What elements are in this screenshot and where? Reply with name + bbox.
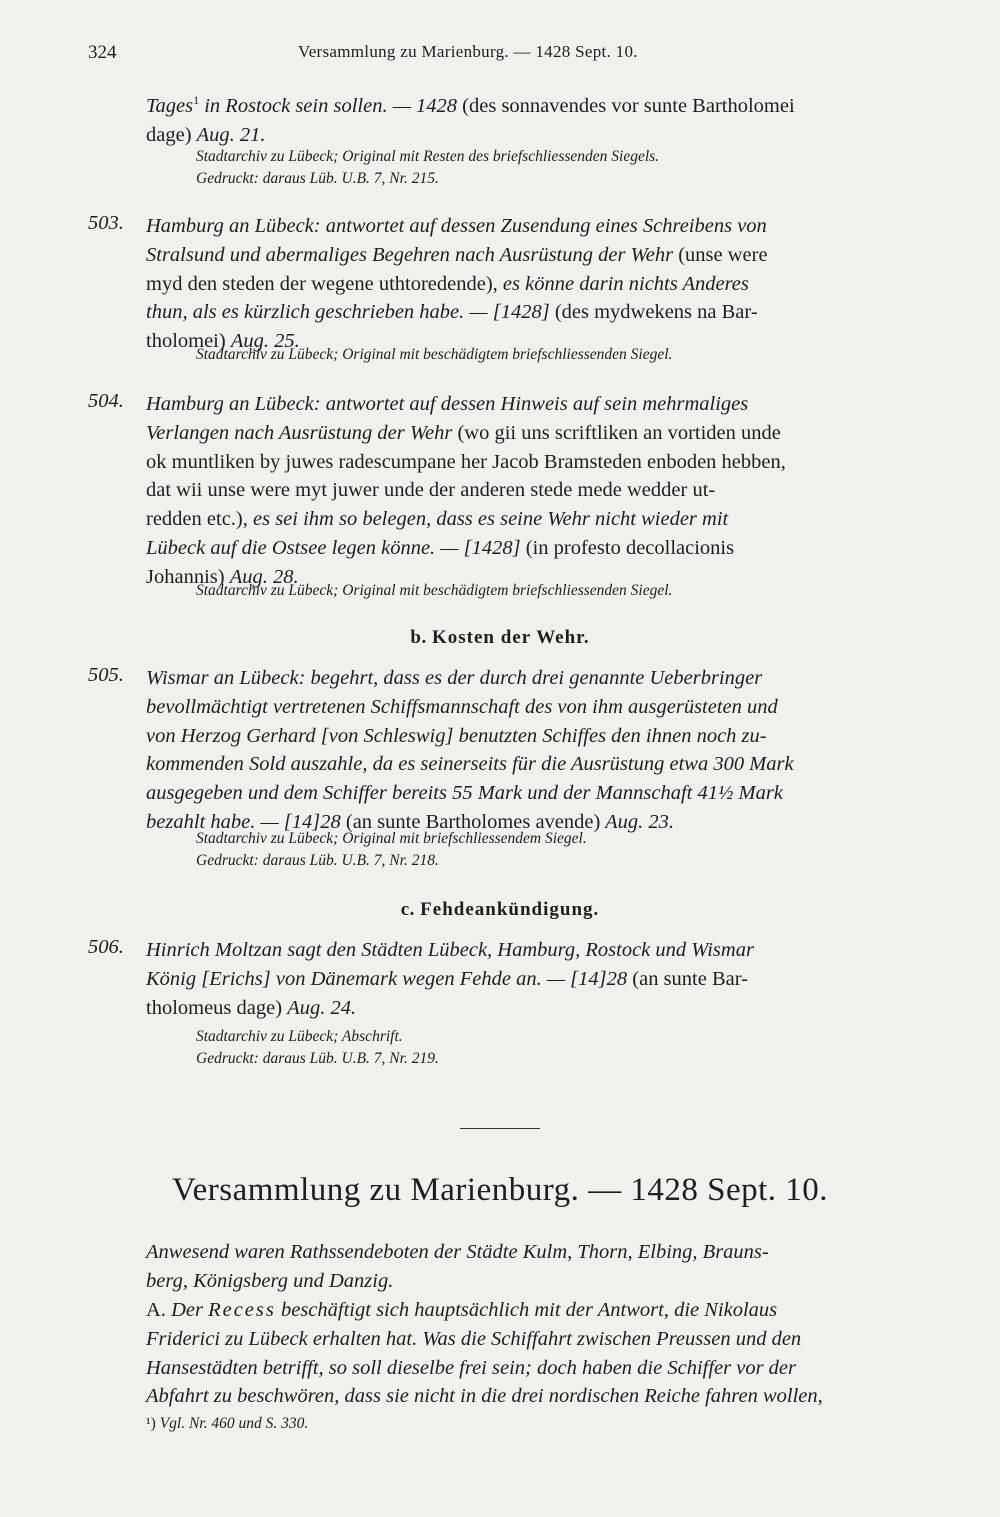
entry-number: 506. <box>88 936 124 958</box>
source-note: Stadtarchiv zu Lübeck; Original mit beschädigtem briefschliessenden Siegel. <box>196 346 673 363</box>
intro-paragraph <box>146 86 894 149</box>
chapter-intro: Anwesend waren Rathssendeboten der Städte Kulm, Thorn, Elbing, Brauns- berg, Königsberg und Danzig. <box>146 1241 769 1292</box>
running-title: Versammlung zu Marienburg. — 1428 Sept. 10. <box>298 42 638 61</box>
entry-505: Wismar an Lübeck: begehrt, dass es der durch drei genannte Ueberbringer bevollmächtigt vertretenen Schiffsmannschaft des von ihm ausgerüsteten und von Herzog Gerhard [von Schleswig] benutzten Schiffes den ihnen noch zu- kommenden Sold auszahle, da es seinerseits für die Ausrüstung etwa 300 Mark ausgegeben und dem Schiffer bereits 55 Mark und der Mannschaft 41½ Mark bezahlt habe. — [14]28 (an sunte Bartholomes avende) Aug. 23. <box>146 667 794 833</box>
running-head <box>88 42 908 74</box>
entry-number: 505. <box>88 664 124 686</box>
source-note: Stadtarchiv zu Lübeck; Abschrift. Gedruckt: daraus Lüb. U.B. 7, Nr. 219. <box>196 1028 439 1067</box>
source-note: Stadtarchiv zu Lübeck; Original mit Resten des briefschliessenden Siegels. Gedruckt: daraus Lüb. U.B. 7, Nr. 215. <box>196 148 660 187</box>
divider <box>460 1128 540 1129</box>
text-line: dage) Aug. 21. <box>146 123 266 146</box>
footnote: ¹) Vgl. Nr. 460 und S. 330. <box>146 1415 309 1432</box>
section-heading: c. Fehdeankündigung. <box>400 899 600 920</box>
text-line: Tages$^1$ in Rostock sein sollen. — 1428 (des sonnavendes vor sunte Bartholomei <box>146 93 795 117</box>
entry-number: 503. <box>88 212 124 234</box>
entry-506: Hinrich Moltzan sagt den Städten Lübeck, Hamburg, Rostock und Wismar König [Erichs] von Dänemark wegen Fehde an. — [14]28 (an sunte Bar- tholomeus dage) Aug. 24. <box>146 939 754 1019</box>
source-note: Stadtarchiv zu Lübeck; Original mit beschädigtem briefschliessenden Siegel. <box>196 582 673 599</box>
entry-504: Hamburg an Lübeck: antwortet auf dessen Hinweis auf sein mehrmaliges Verlangen nach Ausrüstung der Wehr (wo gii uns scriftliken an vortiden unde ok muntliken by juwes radescumpane her Jacob Bramsteden enboden hebben, dat wii unse were myt juwer unde der anderen stede mede wedder ut- redden etc.), es sei ihm so belegen, dass es seine Wehr nicht wieder mit Lübeck auf die Ostsee legen könne. — [1428] (in profesto decollacionis Johannis) Aug. 28. <box>146 393 786 588</box>
chapter-title: Versammlung zu Marienburg. — 1428 Sept. 10. <box>171 1172 829 1208</box>
entry-503: Hamburg an Lübeck: antwortet auf dessen Zusendung eines Schreibens von Stralsund und abermaliges Begehren nach Ausrüstung der Wehr (unse were myd den steden der wegene uthtoredende), es könne darin nichts Anderes thun, als es kürzlich geschrieben habe. — [1428] (des mydwekens na Bar- tholomei) Aug. 25. <box>146 215 768 353</box>
section-heading: b. Kosten der Wehr. <box>410 627 590 648</box>
source-note: Stadtarchiv zu Lübeck; Original mit briefschliessendem Siegel. Gedruckt: daraus Lüb. U.B. 7, Nr. 218. <box>196 830 587 869</box>
page-number: 324 <box>88 42 117 63</box>
recess-paragraph: A. Der Recess beschäftigt sich hauptsächlich mit der Antwort, die Nikolaus Friderici zu Lübeck erhalten hat. Was die Schiffahrt zwischen Preussen und den Hansestädten betrifft, so soll dieselbe frei sein; doch haben die Schiffer vor der Abfahrt zu beschwören, dass sie nicht in die drei nordischen Reiche fahren wollen, <box>146 1299 823 1408</box>
entry-number: 504. <box>88 390 124 412</box>
